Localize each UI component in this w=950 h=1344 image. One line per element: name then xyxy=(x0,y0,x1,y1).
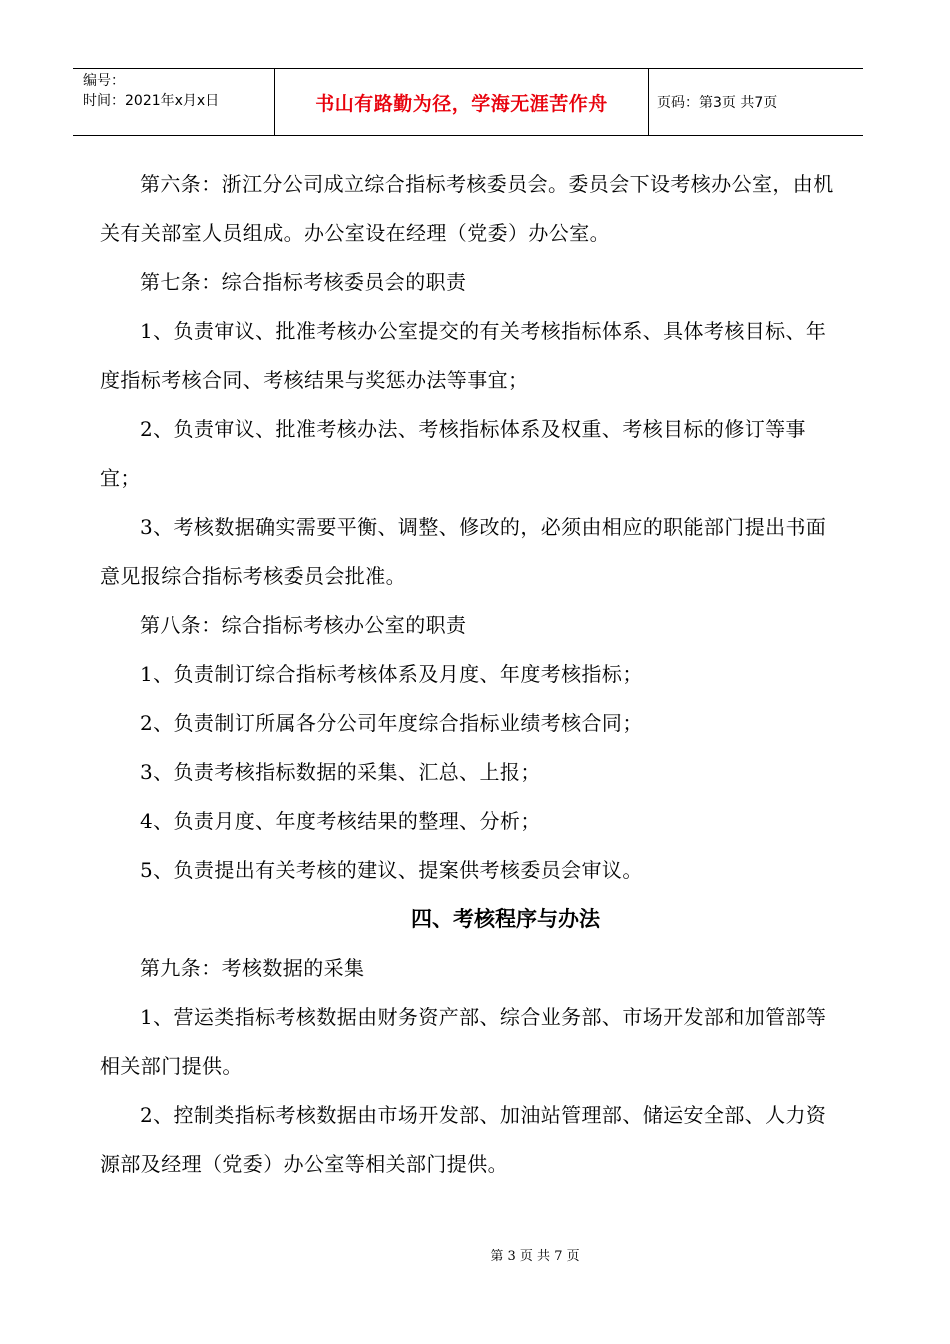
section-title: 四、考核程序与办法 xyxy=(411,907,600,931)
paragraph: 2、负责审议、批准考核办法、考核指标体系及权重、考核目标的修订等事宜； xyxy=(100,417,806,490)
paragraph: 2、负责制订所属各分公司年度综合指标业绩考核合同； xyxy=(140,711,643,735)
page-header xyxy=(73,68,863,136)
header-meta xyxy=(73,69,275,135)
document-time-label: 时间：2021年x月x日 xyxy=(83,93,220,109)
paragraph: 1、营运类指标考核数据由财务资产部、综合业务部、市场开发部和加管部等相关部门提供。 xyxy=(100,1005,827,1078)
paragraph: 3、负责考核指标数据的采集、汇总、上报； xyxy=(140,760,541,784)
paragraph: 2、控制类指标考核数据由市场开发部、加油站管理部、储运安全部、人力资源部及经理（党委）办公室等相关部门提供。 xyxy=(100,1103,827,1176)
paragraph: 第七条：综合指标考核委员会的职责 xyxy=(140,270,467,294)
header-motto: 书山有路勤为径，学海无涯苦作舟 xyxy=(275,69,649,135)
paragraph: 第六条：浙江分公司成立综合指标考核委员会。委员会下设考核办公室，由机关有关部室人员组成。办公室设在经理（党委）办公室。 xyxy=(100,172,834,245)
paragraph: 第九条：考核数据的采集 xyxy=(140,956,365,980)
paragraph: 1、负责制订综合指标考核体系及月度、年度考核指标； xyxy=(140,662,643,686)
page-footer: 第 3 页 共 7 页 xyxy=(490,1249,580,1264)
paragraph: 4、负责月度、年度考核结果的整理、分析； xyxy=(140,809,541,833)
paragraph: 第八条：综合指标考核办公室的职责 xyxy=(140,613,467,637)
document-number-label: 编号： xyxy=(83,73,125,89)
paragraph: 5、负责提出有关考核的建议、提案供考核委员会审议。 xyxy=(140,858,643,882)
header-page-label: 页码：第3页 共7页 xyxy=(657,95,778,111)
document-body xyxy=(100,160,842,1189)
paragraph: 1、负责审议、批准考核办公室提交的有关考核指标体系、具体考核目标、年度指标考核合同、考核结果与奖惩办法等事宜； xyxy=(100,319,827,392)
paragraph: 3、考核数据确实需要平衡、调整、修改的，必须由相应的职能部门提出书面意见报综合指标考核委员会批准。 xyxy=(100,515,827,588)
